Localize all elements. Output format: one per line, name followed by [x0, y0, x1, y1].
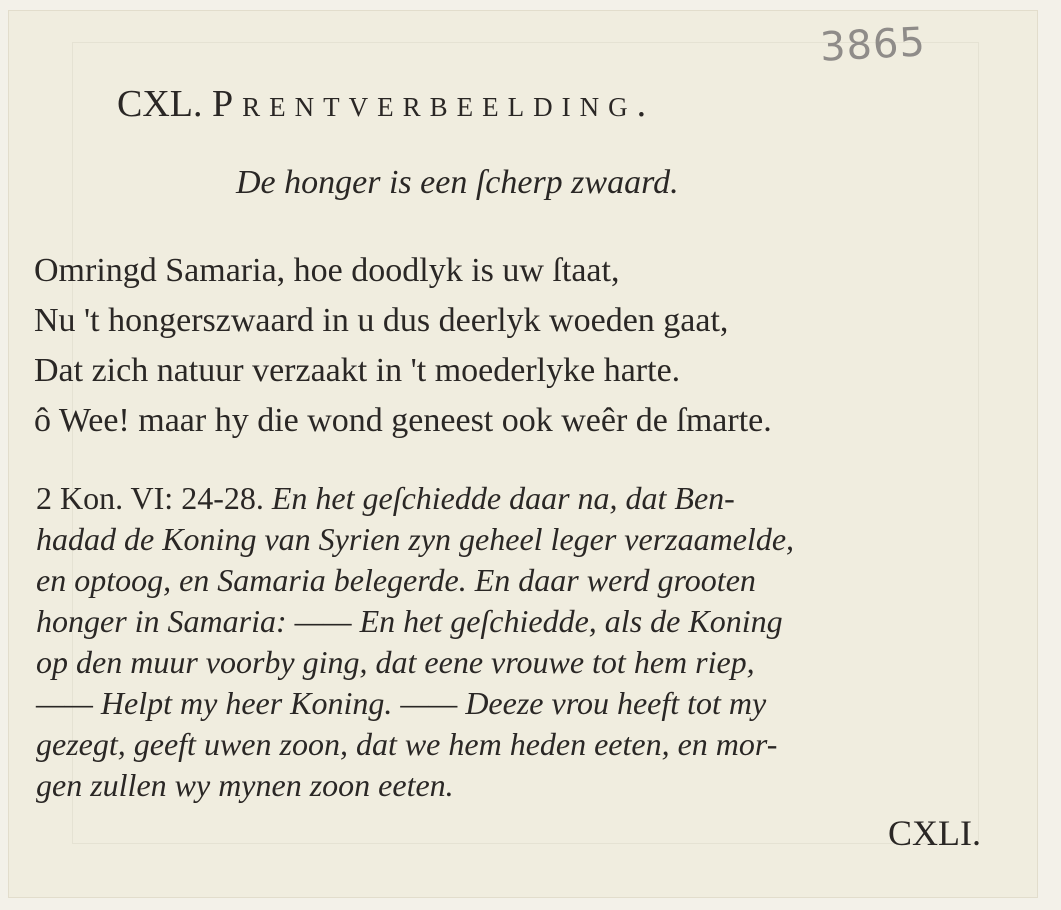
motto-subtitle: De honger is een ſcherp zwaard.: [236, 164, 679, 201]
poem-stanza: [34, 246, 772, 446]
passage-text: En het geſchiedde daar na, dat Ben-: [271, 480, 735, 516]
poem-line: Dat zich natuur verzaakt in 't moederlyke harte.: [34, 352, 681, 389]
passage-first-line: [36, 478, 1001, 519]
passage-line: honger in Samaria: —— En het geſchiedde, als de Koning: [36, 603, 783, 639]
passage-line: hadad de Koning van Syrien zyn geheel leger verzaamelde,: [36, 521, 795, 557]
passage-line: en optoog, en Samaria belegerde. En daar werd grooten: [36, 562, 756, 598]
passage-line: op den muur voorby ging, dat eene vrouwe tot hem riep,: [36, 644, 755, 680]
poem-line: Omringd Samaria, hoe doodlyk is uw ſtaat,: [34, 252, 620, 289]
passage-line: gezegt, geeft uwen zoon, dat we hem heden eeten, en mor-: [36, 726, 778, 762]
scripture-passage: [36, 478, 1001, 806]
heading-title: Prentverbeelding.: [212, 83, 656, 125]
page-heading: [117, 82, 655, 126]
catchword: CXLI.: [888, 813, 981, 853]
passage-line: —— Helpt my heer Koning. —— Deeze vrou heeft tot my: [36, 685, 767, 721]
passage-line: gen zullen wy mynen zoon eeten.: [36, 767, 454, 803]
heading-number: CXL.: [117, 83, 203, 125]
poem-line: ô Wee! maar hy die wond geneest ook weêr de ſmarte.: [34, 402, 772, 439]
scripture-reference: 2 Kon. VI: 24-28.: [36, 480, 264, 516]
pencil-inventory-number: 3865: [818, 19, 927, 71]
poem-line: Nu 't hongerszwaard in u dus deerlyk woeden gaat,: [34, 302, 729, 339]
